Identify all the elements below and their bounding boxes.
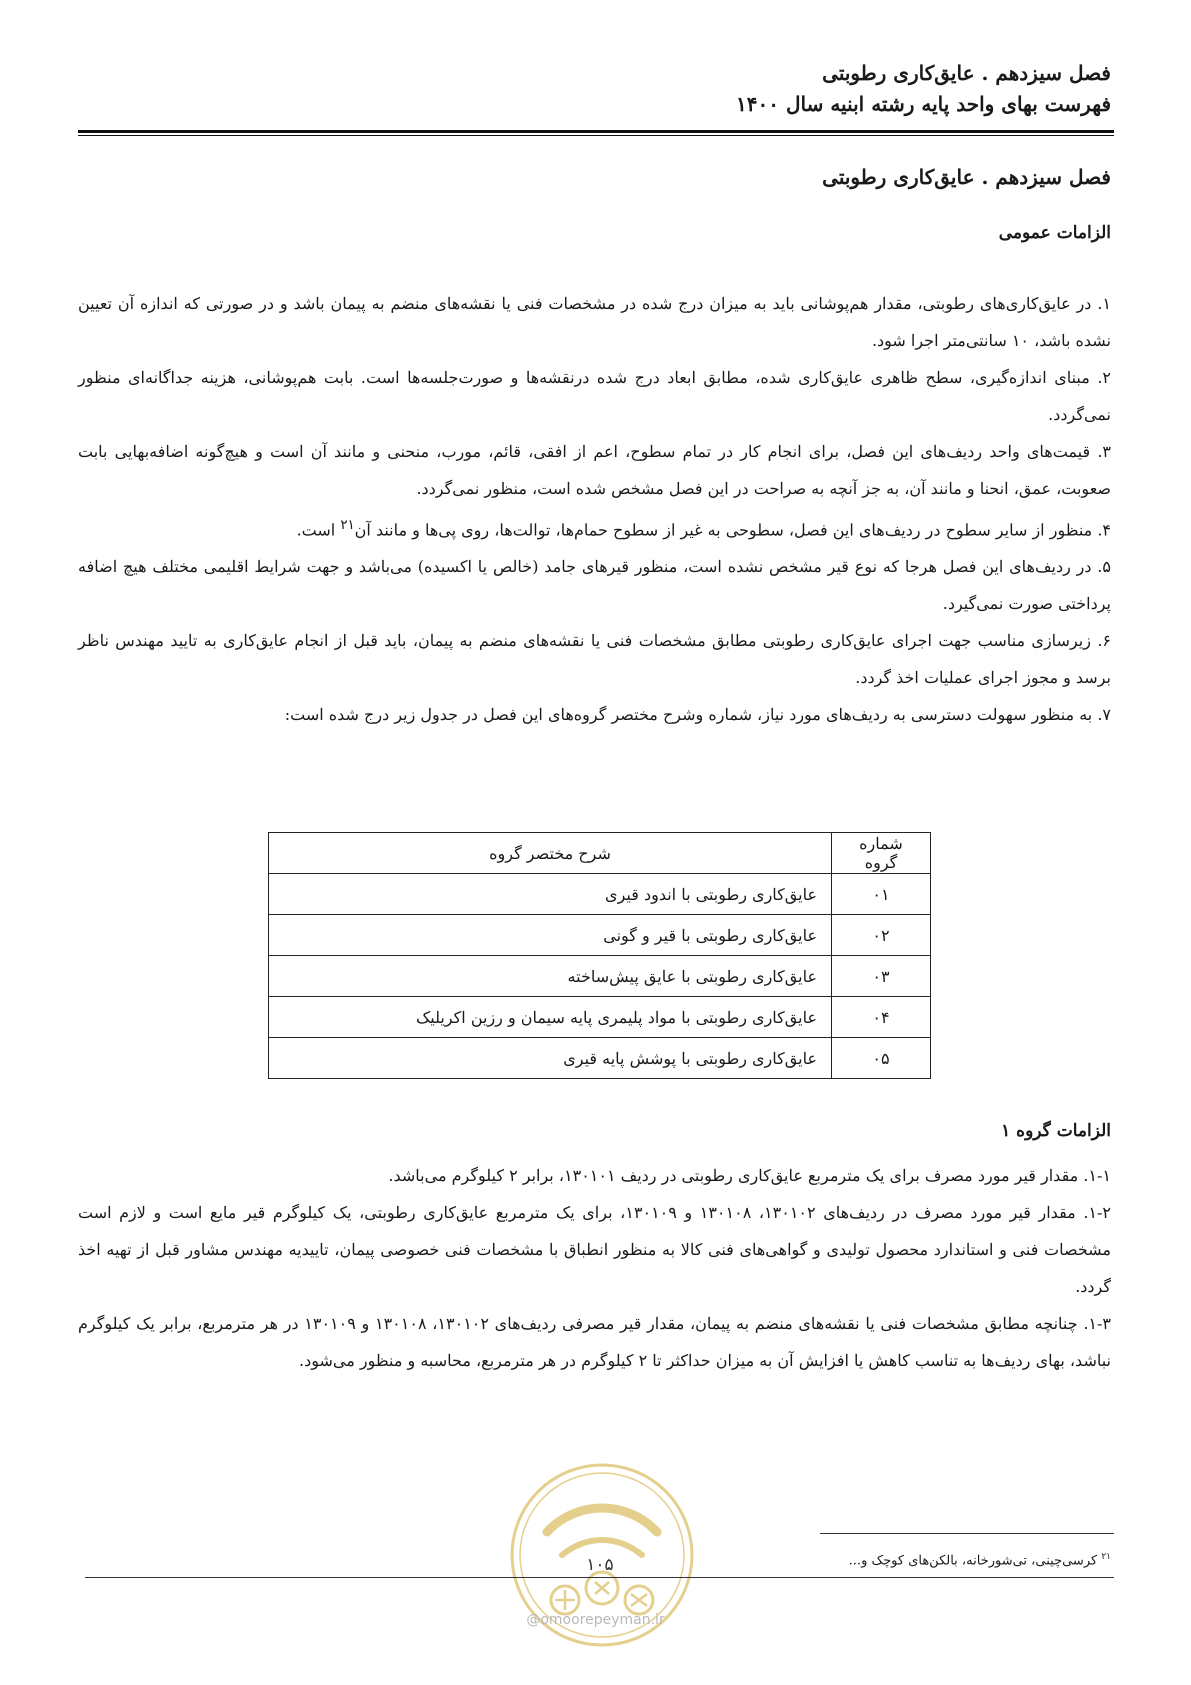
running-header xyxy=(77,58,1111,120)
footer-rule xyxy=(85,1577,1114,1578)
group1-requirements-list xyxy=(78,1157,1111,1379)
general-paragraph xyxy=(78,507,1111,548)
header-chapter-title: فصل سیزدهم . عایق‌کاری رطوبتی xyxy=(822,61,1111,85)
general-paragraph: ۷. به منظور سهولت دسترسی به ردیف‌های مورد نیاز، شماره وشرح مختصر گروه‌های این فصل در جدول زیر درج شده است: xyxy=(284,705,1111,725)
table-row xyxy=(269,915,931,956)
group-description-cell: عایق‌کاری رطوبتی با اندود قیری xyxy=(269,874,832,915)
group1-paragraph: ۱-۳. چنانچه مطابق مشخصات فنی یا نقشه‌های منضم به پیمان، مقدار قیر مصرفی ردیف‌های ۱۳۰۱۰۲، ۱۳۰۱۰۸ و ۱۳۰۱۰۹ در هر مترمربع، برابر یک کیلوگرم نباشد، بهای ردیف‌ها به تناسب کاهش یا افزایش آن به میزان حداکثر تا ۲ کیلوگرم در هر مترمربع، محاسبه و منظور می‌شود. xyxy=(78,1314,1111,1370)
table-row xyxy=(269,1038,931,1079)
group-description-cell: عایق‌کاری رطوبتی با پوشش پایه قیری xyxy=(269,1038,832,1079)
header-rule-thick xyxy=(78,130,1114,133)
group-number-cell: ۰۳ xyxy=(832,956,931,997)
general-paragraph: ۲. مبنای اندازه‌گیری، سطح ظاهری عایق‌کاری شده، مطابق ابعاد درج شده درنقشه‌ها و صورت‌جلسه‌ها است. بابت هم‌پوشانی، هزینه جداگانه‌ای منظور نمی‌گردد. xyxy=(78,368,1111,424)
footnote-mark: ۲۱ xyxy=(1101,1552,1111,1562)
header-price-list-title: فهرست بهای واحد پایه رشته ابنیه سال ۱۴۰۰ xyxy=(736,92,1111,116)
general-paragraph: ۳. قیمت‌های واحد ردیف‌های این فصل، برای انجام کار در تمام سطوح، اعم از افقی، قائم، مورب، منحنی و مانند آن است و هیچ‌گونه اضافه‌بهایی بابت صعوبت، عمق، انحنا و مانند آن، به جز آنچه به صراحت در این فصل مشخص شده است، منظور نمی‌گردد. xyxy=(78,442,1111,498)
group-number-cell: ۰۱ xyxy=(832,874,931,915)
paragraph-text: ۴. منظور از سایر سطوح در ردیف‌های این فصل، سطوحی به غیر از سطوح حمام‌ها، توالت‌ها، روی پی‌ها و مانند آن xyxy=(354,520,1111,540)
header-group-number: شماره گروه xyxy=(832,833,931,874)
group1-paragraph: ۱-۱. مقدار قیر مورد مصرف برای یک مترمربع عایق‌کاری رطوبتی در ردیف ۱۳۰۱۰۱، برابر ۲ کیلوگرم می‌باشد. xyxy=(388,1166,1111,1185)
table-header-row xyxy=(269,833,931,874)
general-requirements-heading: الزامات عمومی xyxy=(998,223,1111,243)
general-paragraph: ۶. زیرسازی مناسب جهت اجرای عایق‌کاری رطوبتی مطابق مشخصات فنی یا نقشه‌های منضم به پیمان، باید قبل از انجام عایق‌کاری به تایید مهندس ناظر برسد و مجوز اجرای عملیات اخذ گردد. xyxy=(78,631,1112,688)
table-row xyxy=(269,874,931,915)
group-number-cell: ۰۵ xyxy=(832,1038,931,1079)
group1-paragraph: ۱-۲. مقدار قیر مورد مصرف در ردیف‌های ۱۳۰۱۰۲، ۱۳۰۱۰۸ و ۱۳۰۱۰۹، برای یک مترمربع عایق‌کاری رطوبتی، یک کیلوگرم قیر مایع است و لازم است مشخصات فنی و استاندارد محصول تولیدی و گواهی‌های فنی کالا به منظور انطباق با مشخصات فنی خصوصی پیمان، تاییدیه مهندس مشاور قبل از تهیه اخذ گردد. xyxy=(78,1203,1112,1296)
group-number-cell: ۰۴ xyxy=(832,997,931,1038)
header-rule-thin xyxy=(78,135,1114,136)
group-description-cell: عایق‌کاری رطوبتی با عایق پیش‌ساخته xyxy=(269,956,832,997)
group-description-cell: عایق‌کاری رطوبتی با قیر و گونی xyxy=(269,915,832,956)
table-row xyxy=(269,997,931,1038)
group1-requirements-heading: الزامات گروه ۱ xyxy=(1001,1121,1111,1141)
groups-table xyxy=(268,832,931,1079)
table-row xyxy=(269,956,931,997)
general-paragraph: ۱. در عایق‌کاری‌های رطوبتی، مقدار هم‌پوشانی باید به میزان درج شده در مشخصات فنی یا نقشه‌های منضم به پیمان باشد و در صورتی که اندازه آن تعیین نشده باشد، ۱۰ سانتی‌متر اجرا شود. xyxy=(78,294,1112,350)
group-number-cell: ۰۲ xyxy=(832,915,931,956)
footnote-reference: ۲۱ xyxy=(340,518,355,533)
header-group-description: شرح مختصر گروه xyxy=(269,833,832,874)
paragraph-text-tail: است. xyxy=(296,520,341,540)
group-description-cell: عایق‌کاری رطوبتی با مواد پلیمری پایه سیمان و رزین اکریلیک xyxy=(269,997,832,1038)
page-number: ۱۰۵ xyxy=(586,1555,614,1575)
watermark-url: @omoorepeyman.ir xyxy=(526,1612,665,1628)
general-requirements-list xyxy=(78,285,1111,733)
footnote-separator xyxy=(820,1533,1114,1534)
footnote xyxy=(849,1552,1111,1568)
general-paragraph: ۵. در ردیف‌های این فصل هرجا که نوع قیر مشخص نشده است، منظور قیرهای جامد (خالص یا اکسیده) می‌باشد و جهت شرایط اقلیمی مختلف هیچ اضافه پرداختی صورت نمی‌گیرد. xyxy=(78,557,1111,614)
chapter-title: فصل سیزدهم . عایق‌کاری رطوبتی xyxy=(822,165,1111,189)
footnote-text: کرسی‌چینی، تی‌شورخانه، بالکن‌های کوچک و... xyxy=(848,1553,1098,1569)
